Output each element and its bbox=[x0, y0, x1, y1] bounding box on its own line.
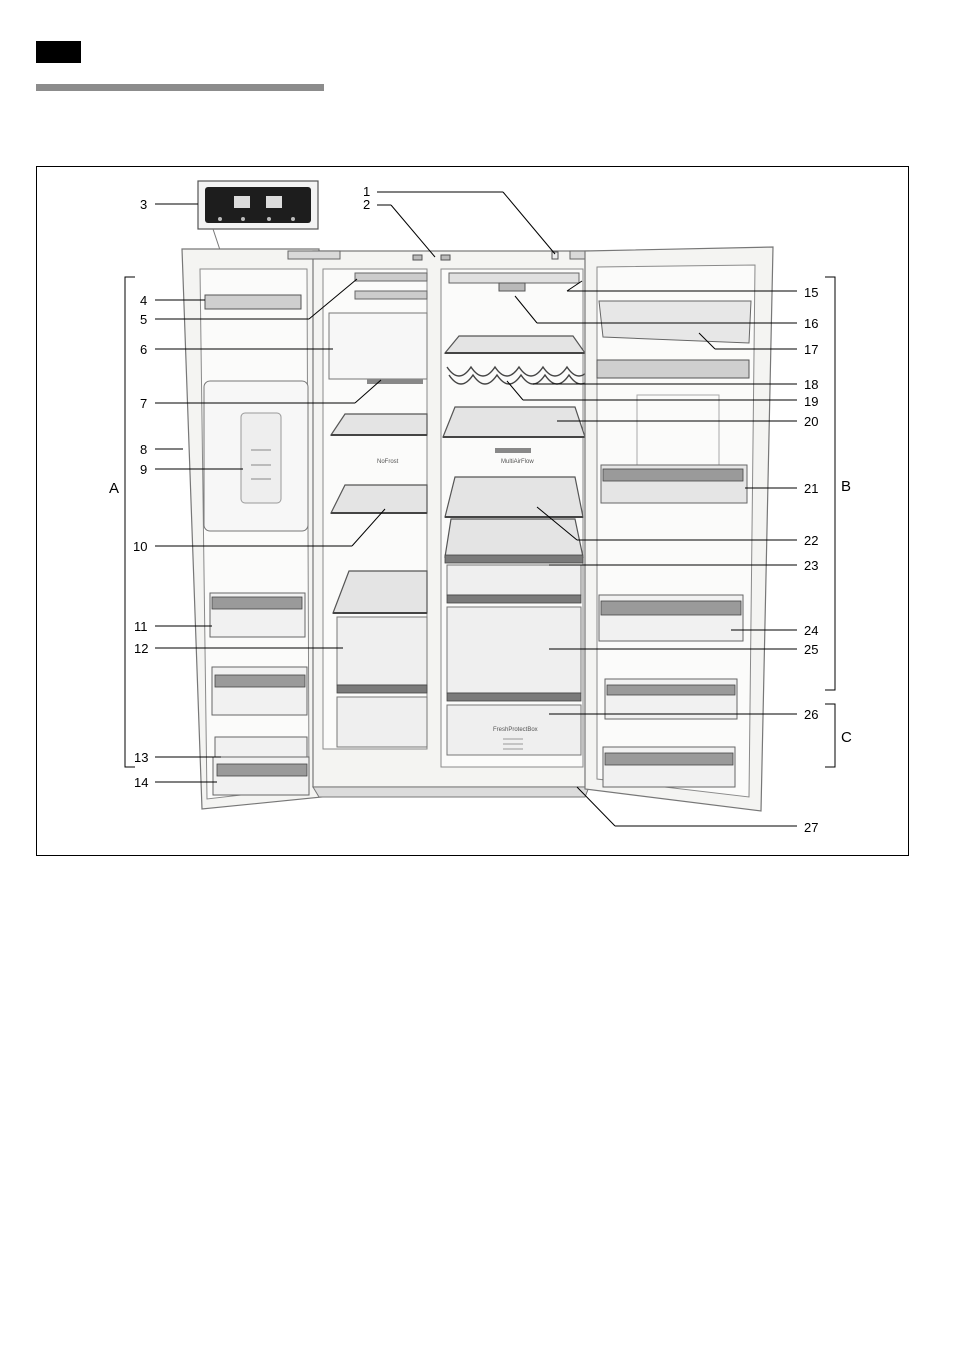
callout-7: 7 bbox=[140, 396, 148, 411]
callout-23: 23 bbox=[804, 558, 819, 573]
callout-22: 22 bbox=[804, 533, 819, 548]
group-b-label: B bbox=[841, 478, 852, 495]
callout-21: 21 bbox=[804, 481, 819, 496]
multiairflow-label: MultiAirFlow bbox=[501, 459, 534, 465]
callout-26: 26 bbox=[804, 707, 819, 722]
group-a-label: A bbox=[109, 480, 120, 497]
header-rule bbox=[36, 84, 324, 91]
callout-2: 2 bbox=[363, 197, 371, 212]
callout-10: 10 bbox=[133, 539, 148, 554]
callout-1: 1 bbox=[363, 184, 371, 199]
callout-6: 6 bbox=[140, 342, 148, 357]
callout-13: 13 bbox=[134, 750, 149, 765]
callout-20: 20 bbox=[804, 414, 819, 429]
callout-14: 14 bbox=[134, 775, 149, 790]
callout-8: 8 bbox=[140, 442, 148, 457]
control-panel-inset bbox=[198, 181, 318, 250]
appliance-diagram bbox=[37, 167, 910, 857]
callout-19: 19 bbox=[804, 394, 819, 409]
callout-5: 5 bbox=[140, 312, 148, 327]
language-tab bbox=[36, 41, 81, 63]
callout-12: 12 bbox=[134, 641, 149, 656]
group-c-label: C bbox=[841, 729, 852, 746]
fridge-door bbox=[585, 247, 773, 811]
callout-3: 3 bbox=[140, 197, 148, 212]
callout-11: 11 bbox=[134, 619, 148, 634]
freshprotectbox-label: FreshProtectBox bbox=[493, 727, 538, 733]
callout-25: 25 bbox=[804, 642, 819, 657]
nofrost-label: NoFrost bbox=[377, 459, 399, 465]
freezer-door bbox=[182, 249, 322, 809]
cabinet bbox=[288, 251, 622, 797]
figure-frame bbox=[36, 166, 909, 856]
callout-18: 18 bbox=[804, 377, 819, 392]
callout-16: 16 bbox=[804, 316, 819, 331]
callout-27: 27 bbox=[804, 820, 819, 835]
callout-17: 17 bbox=[804, 342, 819, 357]
callout-4: 4 bbox=[140, 293, 148, 308]
callout-24: 24 bbox=[804, 623, 819, 638]
callout-15: 15 bbox=[804, 285, 819, 300]
callout-9: 9 bbox=[140, 462, 148, 477]
